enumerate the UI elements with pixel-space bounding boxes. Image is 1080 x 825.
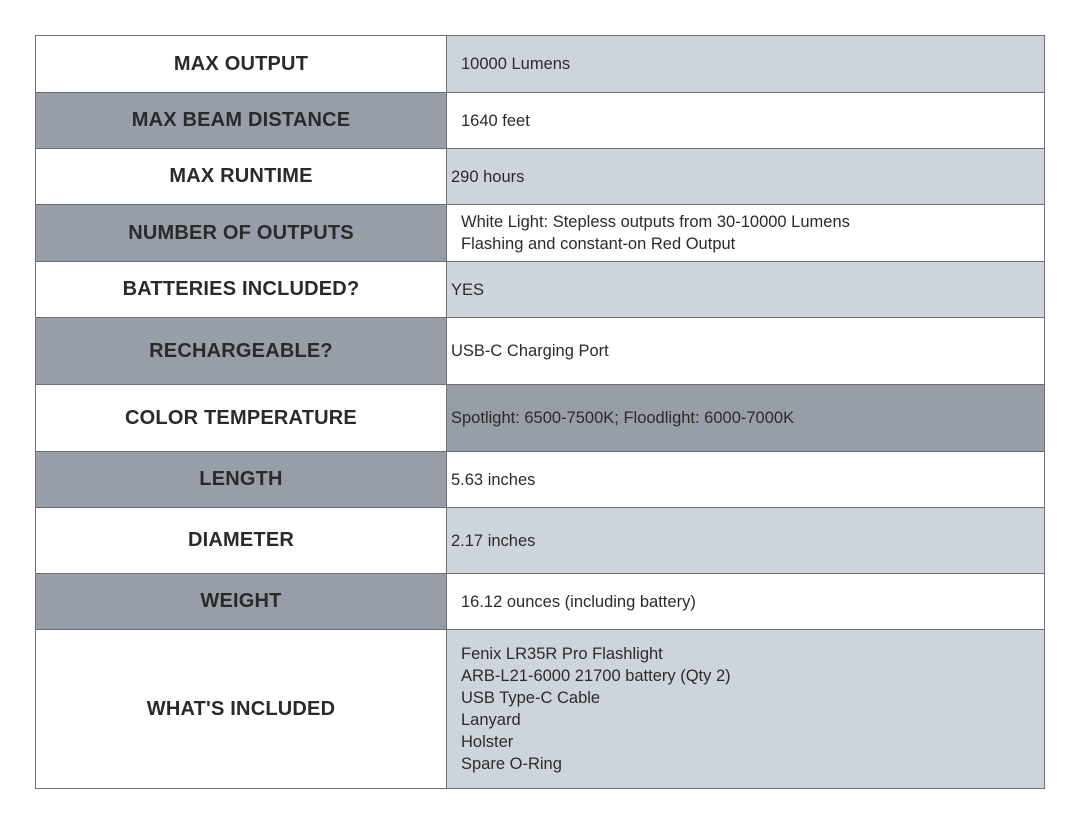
table-row	[36, 630, 1045, 789]
table-row	[36, 36, 1045, 93]
table-row	[36, 385, 1045, 452]
spec-label: DIAMETER	[36, 508, 447, 574]
spec-value-line: USB Type-C Cable	[461, 689, 601, 707]
spec-value-line: 10000 Lumens	[461, 55, 571, 73]
spec-value-line: Spotlight: 6500-7500K; Floodlight: 6000-7000K	[451, 409, 795, 427]
table-row	[36, 508, 1045, 574]
spec-label: RECHARGEABLE?	[36, 318, 447, 385]
spec-value	[447, 318, 1045, 385]
spec-label: MAX RUNTIME	[36, 149, 447, 205]
spec-value	[447, 574, 1045, 630]
spec-label: WHAT'S INCLUDED	[36, 630, 447, 789]
table-row	[36, 205, 1045, 262]
spec-label: BATTERIES INCLUDED?	[36, 262, 447, 318]
spec-value-line: Spare O-Ring	[461, 755, 562, 773]
spec-value	[447, 630, 1045, 789]
table-row	[36, 574, 1045, 630]
spec-value	[447, 385, 1045, 452]
spec-value-line: 2.17 inches	[451, 531, 536, 550]
spec-value-line: YES	[451, 280, 485, 299]
table-row	[36, 452, 1045, 508]
spec-value	[447, 508, 1045, 574]
spec-label: NUMBER OF OUTPUTS	[36, 205, 447, 262]
spec-value	[447, 205, 1045, 262]
spec-label: MAX BEAM DISTANCE	[36, 93, 447, 149]
spec-value-line: Holster	[461, 733, 514, 751]
spec-value-line: 16.12 ounces (including battery)	[461, 592, 696, 611]
spec-label: MAX OUTPUT	[36, 36, 447, 93]
spec-value	[447, 149, 1045, 205]
spec-value-line: Lanyard	[461, 711, 521, 729]
spec-value-line: 1640 feet	[461, 111, 530, 130]
spec-label: LENGTH	[36, 452, 447, 508]
spec-value-line: 290 hours	[451, 167, 525, 186]
spec-value	[447, 93, 1045, 149]
table-row	[36, 93, 1045, 149]
spec-value	[447, 36, 1045, 93]
table-row	[36, 149, 1045, 205]
spec-label: COLOR TEMPERATURE	[36, 385, 447, 452]
spec-value-line: White Light: Stepless outputs from 30-10000 Lumens	[461, 213, 850, 231]
spec-value-line: Flashing and constant-on Red Output	[461, 235, 736, 253]
spec-value-line: 5.63 inches	[451, 470, 536, 489]
table-row	[36, 318, 1045, 385]
spec-value-line: Fenix LR35R Pro Flashlight	[461, 645, 663, 663]
spec-value	[447, 262, 1045, 318]
spec-value-line: USB-C Charging Port	[451, 342, 609, 360]
spec-label: WEIGHT	[36, 574, 447, 630]
table-row	[36, 262, 1045, 318]
spec-value-line: ARB-L21-6000 21700 battery (Qty 2)	[461, 667, 731, 685]
spec-table	[35, 35, 1045, 789]
spec-value	[447, 452, 1045, 508]
